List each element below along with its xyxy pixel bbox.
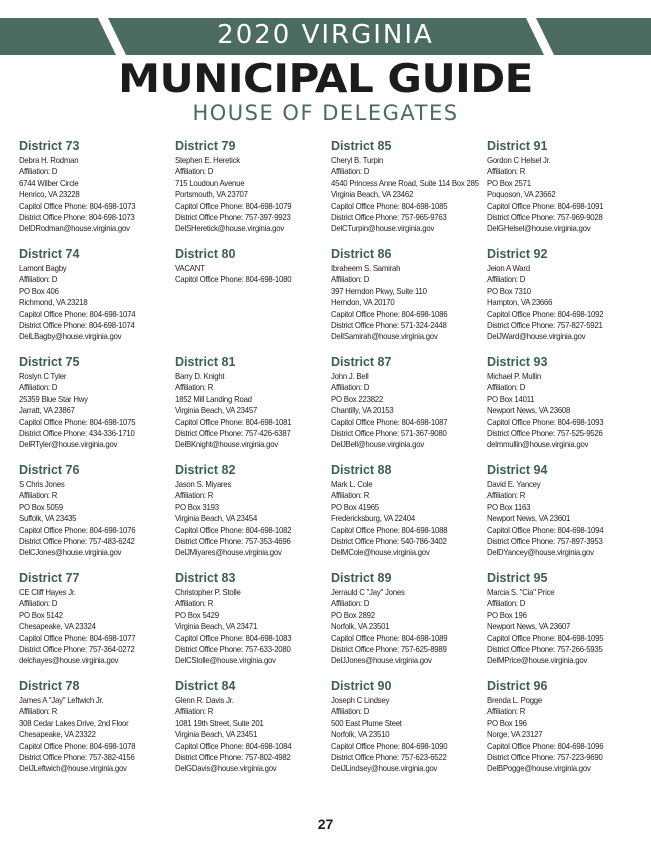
email-address: DelSHeretick@house.virginia.gov	[175, 223, 285, 234]
district-detail-line: 1081 19th Street, Suite 201	[175, 717, 264, 728]
district-detail-line: District Office Phone: 571-324-2448	[331, 320, 447, 331]
district-detail-line: Capitol Office Phone: 804-698-1081	[175, 416, 292, 427]
district-detail-line: Capitol Office Phone: 804-698-1079	[175, 200, 292, 211]
district-detail-line: Affiliation: R	[487, 490, 526, 501]
district-heading: District 88	[331, 463, 392, 477]
district-detail-line: District Office Phone: 757-623-6522	[331, 752, 447, 763]
email-address: DelJLindsey@house.virginia.gov	[331, 763, 438, 774]
district-detail-line: Norfolk, VA 23501	[331, 621, 390, 632]
district-detail-line: PO Box 196	[487, 609, 527, 620]
district-detail-line: District Office Phone: 757-397-9923	[175, 212, 291, 223]
district-entry	[19, 355, 175, 463]
district-detail-line: Christopher P. Stolle	[175, 587, 241, 597]
district-detail-line: Affiliation: R	[19, 706, 58, 717]
district-detail-line: Newport News, VA 23601	[487, 513, 571, 524]
district-heading: District 85	[331, 139, 392, 153]
district-detail-line: Affiliation: D	[19, 274, 58, 285]
district-detail-line: 397 Herndon Pkwy, Suite 110	[331, 285, 427, 296]
district-heading: District 82	[175, 463, 236, 477]
district-detail-line: Capitol Office Phone: 804-698-1076	[19, 524, 136, 535]
district-heading: District 93	[487, 355, 548, 369]
district-detail-line: Virginia Beach, VA 23454	[175, 513, 258, 524]
district-detail-line: Norfolk, VA 23510	[331, 729, 390, 740]
district-heading: District 90	[331, 679, 392, 693]
district-detail-line: 1852 Mill Landing Road	[175, 393, 252, 404]
district-detail-line: Affiliation: D	[487, 274, 526, 285]
district-heading: District 73	[19, 139, 80, 153]
district-detail-line: Affiliation: R	[175, 490, 214, 501]
district-entry	[487, 247, 639, 355]
district-detail-line: District Office Phone: 757-802-4982	[175, 752, 291, 763]
district-detail-line: District Office Phone: 757-525-9526	[487, 428, 603, 439]
page-number: 27	[317, 816, 334, 832]
district-detail-line: District Office Phone: 804-698-1074	[19, 320, 135, 331]
district-entry	[175, 679, 331, 787]
email-address: DelRTyler@house.virginia.gov	[19, 439, 118, 450]
district-heading: District 76	[19, 463, 80, 477]
district-detail-line: Affiliation: D	[331, 166, 370, 177]
district-detail-line: Debra H. Rodman	[19, 155, 79, 165]
district-detail-line: Capitol Office Phone: 804-698-1084	[175, 740, 292, 751]
district-detail-line: David E. Yancey	[487, 479, 541, 489]
district-detail-line: Affiliation: D	[331, 382, 370, 393]
district-detail-line: 4540 Princess Anne Road, Suite 114 Box 285	[331, 177, 479, 188]
district-detail-line: Marcia S. "Cia" Price	[487, 587, 555, 597]
district-heading: District 79	[175, 139, 236, 153]
district-heading: District 86	[331, 247, 392, 261]
district-detail-line: Virginia Beach, VA 23457	[175, 405, 258, 416]
email-address: DelCJones@house.virginia.gov	[19, 547, 122, 558]
district-detail-line: Affiliation: R	[175, 706, 214, 717]
page-subtitle: HOUSE OF DELEGATES	[192, 101, 459, 125]
email-address: DelMCole@house.virginia.gov	[331, 547, 430, 558]
district-detail-line: Chantilly, VA 20153	[331, 405, 394, 416]
district-detail-line: PO Box 7310	[487, 285, 531, 296]
district-detail-line: PO Box 14011	[487, 393, 535, 404]
district-detail-line: Capitol Office Phone: 804-698-1085	[331, 200, 448, 211]
district-detail-line: Affiliation: D	[175, 166, 214, 177]
district-detail-line: Jarratt, VA 23867	[19, 405, 75, 416]
district-detail-line: Hampton, VA 23666	[487, 297, 553, 308]
district-detail-line: Roslyn C Tyler	[19, 371, 67, 381]
district-detail-line: Michael P. Mullin	[487, 371, 541, 381]
district-detail-line: Fredericksburg, VA 22404	[331, 513, 415, 524]
district-detail-line: CE Cliff Hayes Jr.	[19, 587, 76, 597]
district-detail-line: Capitol Office Phone: 804-698-1096	[487, 740, 604, 751]
district-detail-line: Capitol Office Phone: 804-698-1094	[487, 524, 604, 535]
district-entry	[175, 355, 331, 463]
district-detail-line: Capitol Office Phone: 804-698-1090	[331, 740, 448, 751]
district-detail-line: Capitol Office Phone: 804-698-1083	[175, 632, 292, 643]
district-detail-line: Capitol Office Phone: 804-698-1092	[487, 308, 604, 319]
district-detail-line: Gordon C Helsel Jr.	[487, 155, 551, 165]
email-address: DelJWard@house.virginia.gov	[487, 331, 586, 342]
district-detail-line: Herndon, VA 20170	[331, 297, 395, 308]
district-detail-line: Chesapeake, VA 23322	[19, 729, 96, 740]
district-heading: District 83	[175, 571, 236, 585]
district-detail-line: Lamont Bagby	[19, 263, 67, 273]
district-detail-line: Jeion A Ward	[487, 263, 530, 273]
email-address: DelCStolle@house.virginia.gov	[175, 655, 276, 666]
district-heading: District 77	[19, 571, 80, 585]
district-detail-line: Affiliation: D	[19, 166, 58, 177]
district-detail-line: Cheryl B. Turpin	[331, 155, 384, 165]
district-detail-line: Capitol Office Phone: 804-698-1091	[487, 200, 604, 211]
district-detail-line: James A "Jay" Leftwich Jr.	[19, 695, 104, 705]
district-detail-line: Capitol Office Phone: 804-698-1093	[487, 416, 604, 427]
district-entry	[487, 463, 639, 571]
district-detail-line: Affiliation: D	[331, 598, 370, 609]
district-heading: District 78	[19, 679, 80, 693]
district-detail-line: VACANT	[175, 263, 205, 273]
district-detail-line: District Office Phone: 540-786-3402	[331, 536, 447, 547]
district-detail-line: PO Box 406	[19, 285, 59, 296]
email-address: DelJLeftwich@house.virginia.gov	[19, 763, 127, 774]
district-detail-line: PO Box 196	[487, 717, 527, 728]
district-directory	[19, 139, 639, 787]
district-detail-line: District Office Phone: 757-965-9763	[331, 212, 447, 223]
district-detail-line: Capitol Office Phone: 804-698-1075	[19, 416, 136, 427]
district-detail-line: Brenda L. Pogge	[487, 695, 543, 705]
email-address: DelMPrice@house.virginia.gov	[487, 655, 588, 666]
district-entry	[175, 571, 331, 679]
district-detail-line: 500 East Plume Steet	[331, 717, 402, 728]
email-address: DelBKnight@house.virginia.gov	[175, 439, 278, 450]
district-entry	[19, 571, 175, 679]
district-detail-line: 25359 Blue Star Hwy	[19, 393, 88, 404]
district-entry	[331, 571, 487, 679]
email-address: DelBPogge@house.virginia.gov	[487, 763, 591, 774]
district-detail-line: Jason S. Miyares	[175, 479, 232, 489]
district-heading: District 92	[487, 247, 548, 261]
district-detail-line: Jerrauld C "Jay" Jones	[331, 587, 405, 597]
district-detail-line: PO Box 223822	[331, 393, 384, 404]
district-detail-line: Affiliation: R	[19, 490, 58, 501]
district-detail-line: Chesapeake, VA 23324	[19, 621, 96, 632]
district-detail-line: Capitol Office Phone: 804-698-1077	[19, 632, 136, 643]
email-address: delmmullin@house.virginia.gov	[487, 439, 589, 450]
district-detail-line: Mark L. Cole	[331, 479, 373, 489]
district-detail-line: Glenn R. Davis Jr.	[175, 695, 234, 705]
district-heading: District 95	[487, 571, 548, 585]
district-heading: District 87	[331, 355, 392, 369]
district-detail-line: District Office Phone: 757-897-3953	[487, 536, 603, 547]
district-detail-line: PO Box 5142	[19, 609, 63, 620]
district-detail-line: District Office Phone: 804-698-1073	[19, 212, 135, 223]
district-detail-line: Affiliation: D	[487, 598, 526, 609]
district-entry	[487, 571, 639, 679]
district-detail-line: Henrico, VA 23228	[19, 189, 80, 200]
district-detail-line: District Office Phone: 757-426-6387	[175, 428, 291, 439]
district-detail-line: Affiliation: D	[487, 382, 526, 393]
district-detail-line: 6744 Wilber Circle	[19, 177, 79, 188]
email-address: DelLBagby@house.virginia.gov	[19, 331, 122, 342]
page-title: MUNICIPAL GUIDE	[118, 57, 533, 102]
district-detail-line: 308 Cedar Lakes Drive, 2nd Floor	[19, 717, 129, 728]
district-detail-line: Barry D. Knight	[175, 371, 225, 381]
district-detail-line: Capitol Office Phone: 804-698-1080	[175, 274, 292, 285]
district-detail-line: Virginia Beach, VA 23471	[175, 621, 258, 632]
district-heading: District 75	[19, 355, 80, 369]
district-detail-line: PO Box 2892	[331, 609, 375, 620]
district-entry	[175, 139, 331, 247]
district-detail-line: PO Box 5059	[19, 501, 63, 512]
email-address: DelDYancey@house.virginia.gov	[487, 547, 594, 558]
district-detail-line: Capitol Office Phone: 804-698-1089	[331, 632, 448, 643]
district-detail-line: District Office Phone: 757-633-2080	[175, 644, 291, 655]
district-detail-line: Capitol Office Phone: 804-698-1088	[331, 524, 448, 535]
district-detail-line: District Office Phone: 757-483-6242	[19, 536, 135, 547]
district-entry	[331, 139, 487, 247]
district-detail-line: District Office Phone: 757-827-5921	[487, 320, 603, 331]
district-entry	[19, 463, 175, 571]
email-address: DelDRodman@house.virginia.gov	[19, 223, 130, 234]
district-heading: District 89	[331, 571, 392, 585]
district-detail-line: Affiliation: R	[487, 166, 526, 177]
email-address: delchayes@house.virginia.gov	[19, 655, 119, 666]
district-heading: District 74	[19, 247, 80, 261]
email-address: DelGDavis@house.virginia.gov	[175, 763, 277, 774]
district-entry	[175, 463, 331, 571]
district-heading: District 96	[487, 679, 548, 693]
district-heading: District 84	[175, 679, 236, 693]
district-entry	[19, 139, 175, 247]
email-address: DelJBell@house.virginia.gov	[331, 439, 425, 450]
district-detail-line: District Office Phone: 571-367-9080	[331, 428, 447, 439]
district-detail-line: PO Box 1163	[487, 501, 531, 512]
email-address: DelGHelsel@house.virginia.gov	[487, 223, 591, 234]
district-detail-line: Joseph C Lindsey	[331, 695, 390, 705]
header-banner	[0, 18, 651, 55]
district-detail-line: Poquoson, VA 23662	[487, 189, 556, 200]
banner-title: 2020 VIRGINIA	[217, 20, 434, 50]
district-detail-line: 715 Loudoun Avenue	[175, 177, 245, 188]
district-entry	[19, 679, 175, 787]
district-detail-line: District Office Phone: 757-382-4156	[19, 752, 135, 763]
district-detail-line: Capitol Office Phone: 804-698-1073	[19, 200, 136, 211]
district-detail-line: Capitol Office Phone: 804-698-1074	[19, 308, 136, 319]
email-address: DelJJones@house.virginia.gov	[331, 655, 432, 666]
district-detail-line: Affiliation: R	[175, 382, 214, 393]
district-detail-line: Ibraheem S. Samirah	[331, 263, 401, 273]
email-address: DelISamirah@house.virginia.gov	[331, 331, 438, 342]
district-detail-line: Affiliation: R	[175, 598, 214, 609]
district-entry	[331, 247, 487, 355]
district-entry	[487, 139, 639, 247]
district-detail-line: Virginia Beach, VA 23451	[175, 729, 258, 740]
district-entry	[487, 355, 639, 463]
district-detail-line: Newport News, VA 23607	[487, 621, 571, 632]
district-heading: District 81	[175, 355, 236, 369]
district-detail-line: District Office Phone: 757-625-8989	[331, 644, 447, 655]
district-detail-line: Affiliation: D	[331, 706, 370, 717]
district-detail-line: Suffolk, VA 23435	[19, 513, 77, 524]
district-entry	[487, 679, 639, 787]
district-detail-line: District Office Phone: 757-223-9690	[487, 752, 603, 763]
district-detail-line: Affiliation: R	[331, 490, 370, 501]
district-detail-line: Capitol Office Phone: 804-698-1086	[331, 308, 448, 319]
district-heading: District 94	[487, 463, 548, 477]
district-detail-line: PO Box 2571	[487, 177, 531, 188]
district-detail-line: Capitol Office Phone: 804-698-1095	[487, 632, 604, 643]
district-detail-line: District Office Phone: 757-353-4696	[175, 536, 291, 547]
district-detail-line: Norge, VA 23127	[487, 729, 543, 740]
district-detail-line: Richmond, VA 23218	[19, 297, 88, 308]
district-detail-line: Affiliation: R	[487, 706, 526, 717]
district-detail-line: Portsmouth, VA 23707	[175, 189, 248, 200]
district-detail-line: Affiliation: D	[19, 382, 58, 393]
district-entry	[19, 247, 175, 355]
email-address: DelJMiyares@house.virginia.gov	[175, 547, 282, 558]
district-detail-line: PO Box 41965	[331, 501, 379, 512]
district-entry	[331, 679, 487, 787]
district-detail-line: John J. Bell	[331, 371, 369, 381]
district-heading: District 80	[175, 247, 236, 261]
district-detail-line: Newport News, VA 23608	[487, 405, 571, 416]
district-detail-line: Capitol Office Phone: 804-698-1087	[331, 416, 448, 427]
email-address: DelCTurpin@house.virginia.gov	[331, 223, 435, 234]
district-detail-line: District Office Phone: 757-969-9028	[487, 212, 603, 223]
district-entry	[175, 247, 331, 355]
district-detail-line: Affiliation: D	[19, 598, 58, 609]
district-detail-line: Capitol Office Phone: 804-698-1082	[175, 524, 292, 535]
district-heading: District 91	[487, 139, 548, 153]
district-detail-line: District Office Phone: 757-364-0272	[19, 644, 135, 655]
district-detail-line: PO Box 5429	[175, 609, 219, 620]
district-detail-line: District Office Phone: 757-266-5935	[487, 644, 603, 655]
district-detail-line: Capitol Office Phone: 804-698-1078	[19, 740, 136, 751]
district-detail-line: District Office Phone: 434-336-1710	[19, 428, 135, 439]
district-detail-line: Stephen E. Heretick	[175, 155, 240, 165]
district-detail-line: Affiliation: D	[331, 274, 370, 285]
district-detail-line: PO Box 3193	[175, 501, 219, 512]
district-detail-line: Virginia Beach, VA 23462	[331, 189, 414, 200]
district-entry	[331, 355, 487, 463]
district-detail-line: S Chris Jones	[19, 479, 65, 489]
district-entry	[331, 463, 487, 571]
